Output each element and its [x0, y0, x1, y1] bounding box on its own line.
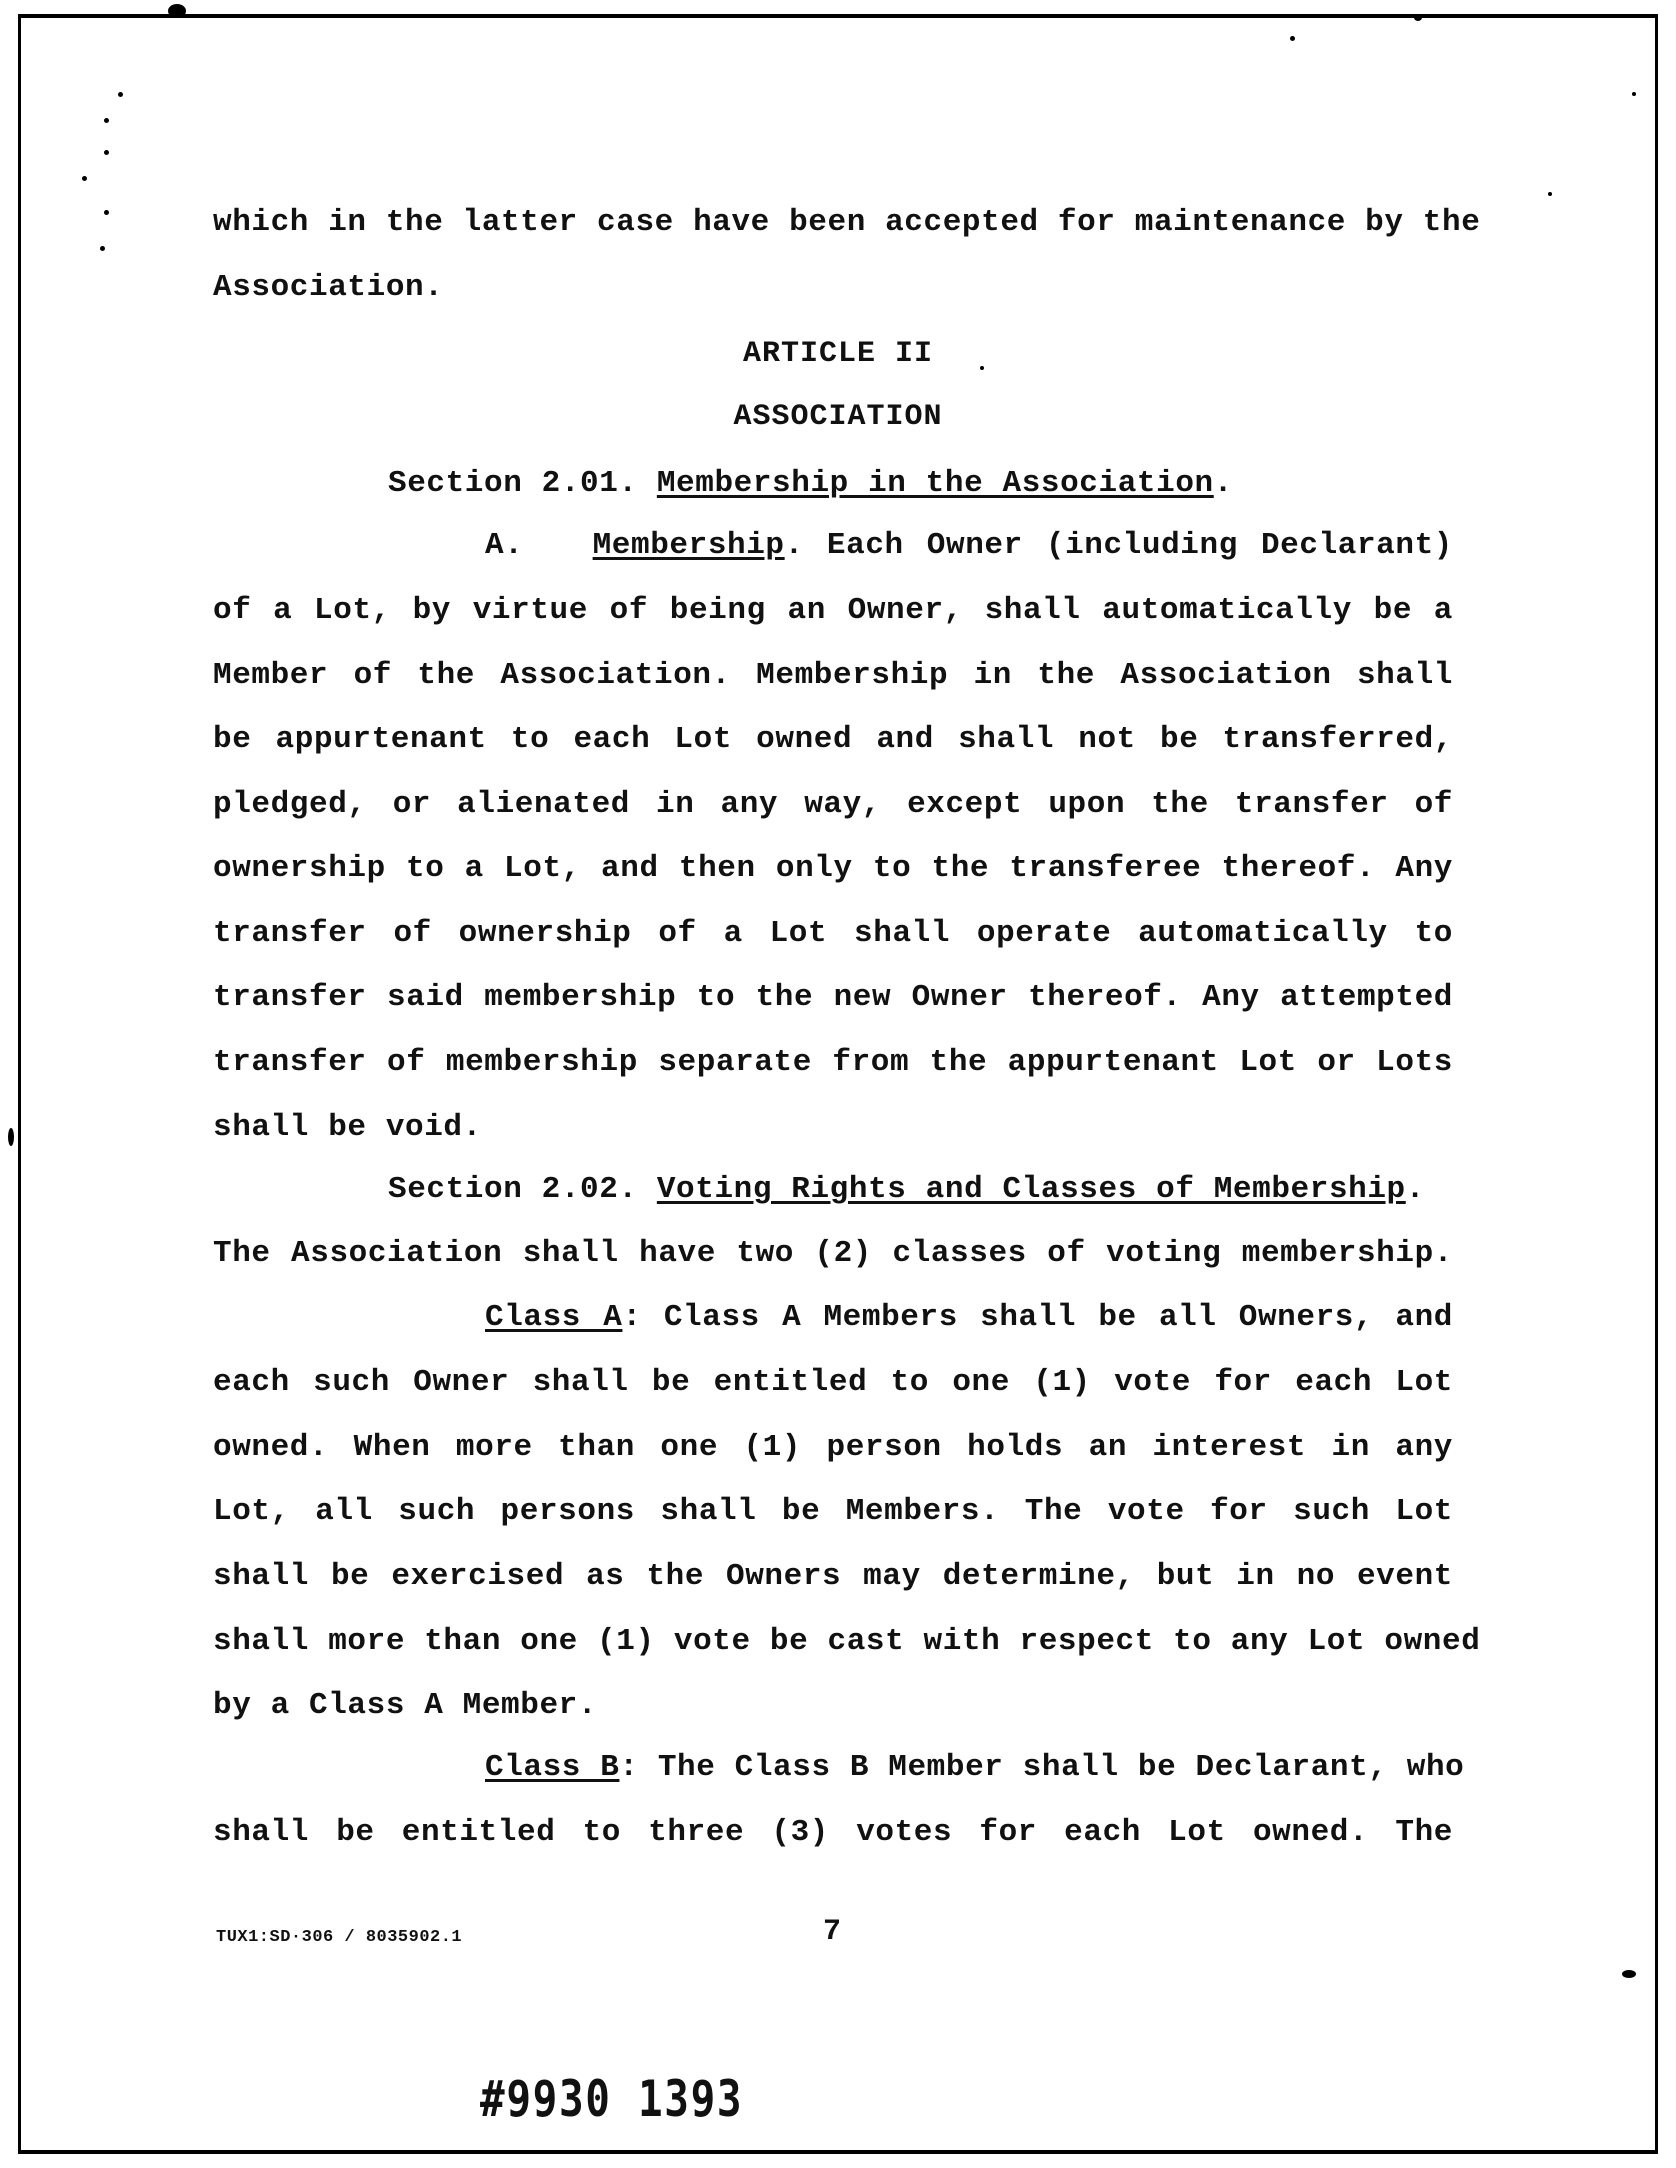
section-2-02-number: Section 2.02.: [388, 1172, 638, 1207]
intro-line-2: Association.: [213, 270, 444, 305]
para-a-line: Member of the Association. Membership in the Association shall: [213, 658, 1453, 693]
para-a-line: transfer of ownership of a Lot shall operate automatically to: [213, 916, 1453, 951]
para-a-first-line-rest: . Each Owner (including Declarant): [784, 528, 1453, 563]
para-a-line: transfer of membership separate from the appurtenant Lot or Lots: [213, 1045, 1453, 1080]
section-2-02-heading: [388, 1172, 1425, 1207]
class-b-heading: Class B: [485, 1750, 620, 1785]
para-a-line: pledged, or alienated in any way, except upon the transfer of: [213, 787, 1453, 822]
class-a-line: each such Owner shall be entitled to one (1) vote for each Lot: [213, 1365, 1453, 1400]
scan-speck: [8, 1128, 14, 1146]
class-b-first-line: [485, 1750, 1465, 1785]
scan-speck: [1290, 36, 1295, 41]
section-2-02-line: The Association shall have two (2) classes of voting membership.: [213, 1236, 1453, 1271]
class-a-line: owned. When more than one (1) person holds an interest in any: [213, 1430, 1453, 1465]
scan-speck: [100, 246, 105, 251]
bates-stamp-number: #9930 1393: [480, 2070, 744, 2128]
class-b-first-line-rest: : The Class B Member shall be Declarant, who: [619, 1750, 1465, 1785]
footer-document-id: TUX1:SD·306 / 8035902.1: [216, 1928, 463, 1947]
page-number: 7: [823, 1915, 842, 1949]
scan-speck: [118, 92, 123, 97]
section-2-02-title: Voting Rights and Classes of Membership: [656, 1172, 1406, 1207]
scan-speck: [104, 118, 109, 123]
class-a-line: shall be exercised as the Owners may determine, but in no event: [213, 1559, 1453, 1594]
section-2-01-number: Section 2.01.: [388, 466, 638, 501]
scan-speck: [1548, 192, 1552, 196]
scan-speck: [1622, 1970, 1636, 1978]
section-2-01-heading: [388, 466, 1233, 501]
para-a-first-line: [485, 528, 1453, 563]
section-2-02-title-end: .: [1405, 1172, 1425, 1207]
section-2-01-title: Membership in the Association: [656, 466, 1214, 501]
class-a-line: Lot, all such persons shall be Members. The vote for such Lot: [213, 1494, 1453, 1529]
para-a-line: be appurtenant to each Lot owned and shall not be transferred,: [213, 722, 1453, 757]
scan-speck: [980, 366, 984, 370]
intro-line-1: which in the latter case have been accepted for maintenance by the: [213, 205, 1481, 240]
para-a-label: A.: [485, 528, 524, 563]
para-a-line: shall be void.: [213, 1110, 482, 1145]
para-a-line: transfer said membership to the new Owner thereof. Any attempted: [213, 980, 1453, 1015]
scan-speck: [168, 4, 186, 18]
class-b-line: shall be entitled to three (3) votes for each Lot owned. The: [213, 1815, 1453, 1850]
article-title: ARTICLE II: [742, 337, 934, 371]
para-a-line: ownership to a Lot, and then only to the transferee thereof. Any: [213, 851, 1453, 886]
class-a-first-line: [485, 1300, 1453, 1335]
para-a-line: of a Lot, by virtue of being an Owner, shall automatically be a: [213, 593, 1453, 628]
scan-speck: [104, 210, 109, 215]
class-a-line: by a Class A Member.: [213, 1688, 598, 1723]
class-a-heading: Class A: [485, 1300, 623, 1335]
class-a-line: shall more than one (1) vote be cast with respect to any Lot owned: [213, 1624, 1481, 1659]
article-subtitle: ASSOCIATION: [733, 400, 943, 434]
section-2-01-title-end: .: [1213, 466, 1233, 501]
scan-speck: [104, 150, 109, 155]
para-a-heading: Membership: [592, 528, 785, 563]
scan-speck: [1632, 92, 1636, 96]
class-a-first-line-rest: : Class A Members shall be all Owners, and: [622, 1300, 1454, 1335]
scan-speck: [82, 176, 87, 181]
scan-speck: [1414, 14, 1422, 21]
